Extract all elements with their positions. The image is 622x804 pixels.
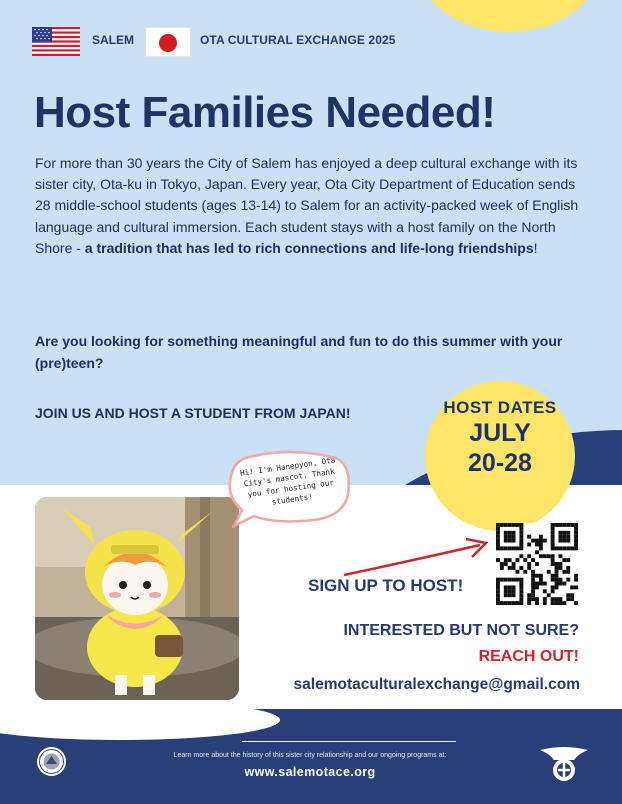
question-text: Are you looking for something meaningful and fun to do this summer with your (pre)teen? [35,333,563,371]
page-title: Host Families Needed! [34,88,496,137]
reach-out-label: REACH OUT! [478,648,579,665]
footer-note: Learn more about the history of this sister city relationship and our ongoing programs at: [173,752,447,759]
header-exchange-label: OTA CULTURAL EXCHANGE 2025 [200,33,396,47]
salem-seal-icon [36,746,67,777]
footer-divider [242,741,456,742]
host-dates-range: 20-28 [468,449,532,477]
intro-emphasis: a tradition that has led to rich connections and life-long friendships [84,239,534,256]
qr-code-icon[interactable] [496,523,578,605]
mascot-illustration [35,497,239,700]
call-to-action-text: JOIN US AND HOST A STUDENT FROM JAPAN! [35,405,351,421]
host-dates-month: JULY [469,419,531,447]
ota-emblem-icon [538,744,590,784]
intro-text: For more than 30 years the City of Salem has enjoyed a deep cultural exchange with its sister city, Ota-ku in Tokyo, Japan. Every year, Ota City Department of Education sends 28 middle-school students (ages 13-14) to Salem for an activity-packed week of English language and cultural immersion. Each student stays with a host family on the North Shore - [35,155,579,256]
speech-bubble-text: Hi! I'm Hanepyon, Ota City's mascot. Thank you for hosting our students! [239,455,336,507]
host-dates-label: HOST DATES [443,398,557,417]
us-flag-icon [32,27,80,56]
signup-link[interactable]: SIGN UP TO HOST! [308,576,464,595]
intro-end: ! [533,239,538,256]
interested-label: INTERESTED BUT NOT SURE? [343,622,579,639]
header-salem-label: SALEM [92,33,134,47]
host-dates-badge [425,381,575,531]
mascot-photo [35,497,239,700]
contact-email-link[interactable]: salemotaculturalexchange@gmail.com [293,676,580,693]
intro-paragraph [35,153,585,259]
website-link[interactable]: www.salemotace.org [244,765,376,779]
japan-flag-icon [145,27,191,57]
arrow-right-icon [340,535,490,580]
